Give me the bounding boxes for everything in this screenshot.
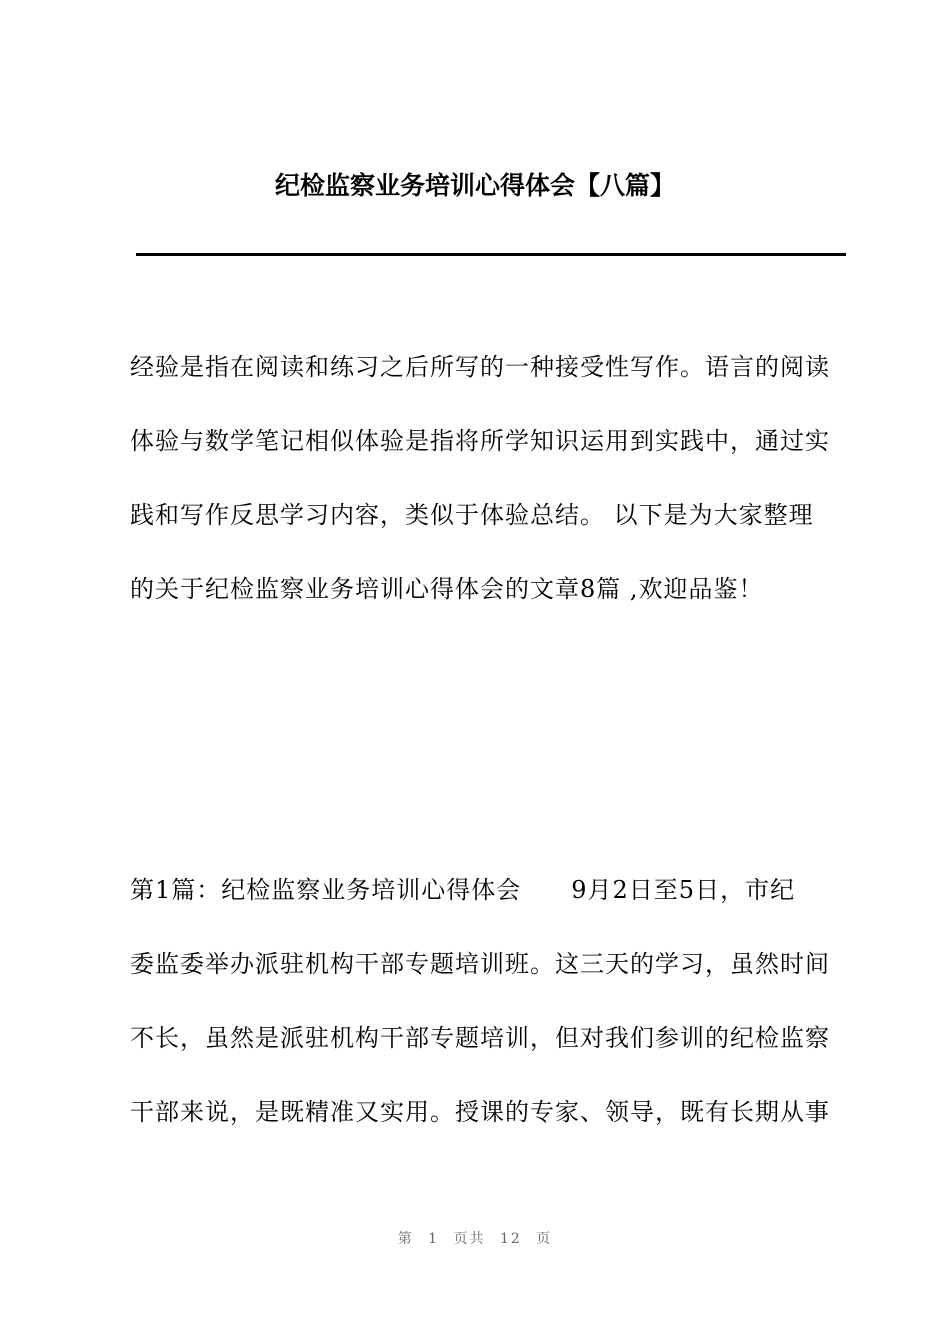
- intro-line: 经验是指在阅读和练习之后所写的一种接受性写作。语言的阅读: [130, 353, 830, 381]
- intro-line: 践和写作反思学习内容，类似于体验总结。 以下是为大家整理: [130, 501, 814, 529]
- page-title: 纪检监察业务培训心得体会【八篇】: [274, 171, 675, 200]
- page-number-footer: 第 1 页共 12 页: [397, 1231, 553, 1247]
- article-line: 委监委举办派驻机构干部专题培训班。这三天的学习，虽然时间: [130, 950, 830, 978]
- intro-line: 体验与数学笔记相似体验是指将所学知识运用到实践中，通过实: [130, 427, 830, 455]
- article-line: 干部来说，是既精准又实用。授课的专家、领导，既有长期从事: [130, 1098, 830, 1126]
- intro-line: 的关于纪检监察业务培训心得体会的文章8篇 ,欢迎品鉴！: [130, 575, 764, 603]
- article-1-paragraph: [130, 875, 842, 1171]
- article-line: 第1篇：纪检监察业务培训心得体会 9月2日至5日，市纪: [130, 876, 796, 904]
- article-line: 不长，虽然是派驻机构干部专题培训，但对我们参训的纪检监察: [130, 1024, 830, 1052]
- title-divider: [136, 253, 846, 256]
- intro-paragraph: [130, 352, 842, 648]
